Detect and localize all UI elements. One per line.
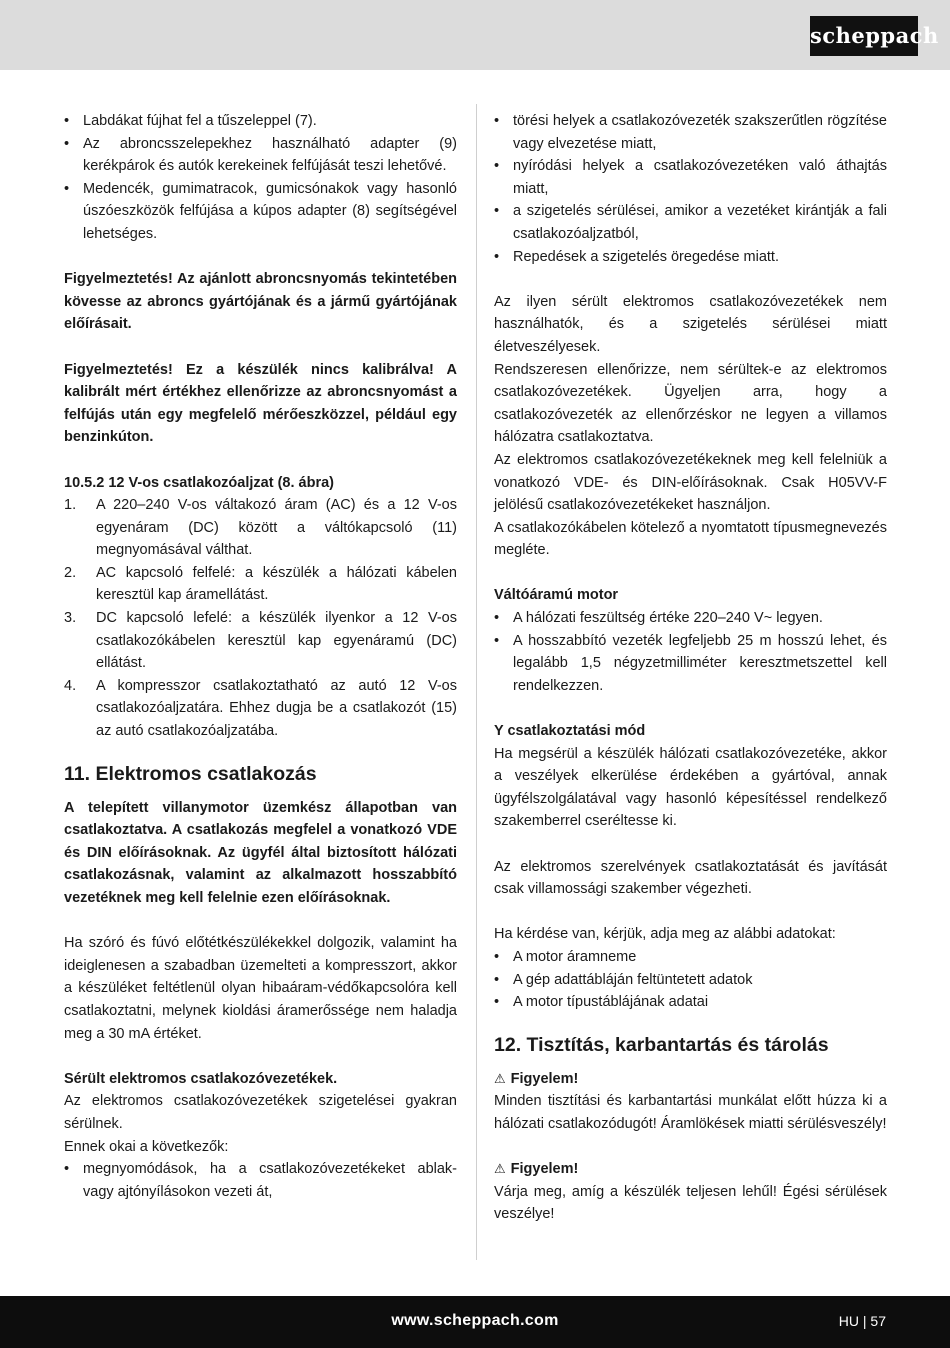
right-column [494, 110, 887, 1226]
type-marking-text: A csatlakozókábelen kötelező a nyomtatott típusmegnevezés megléte. [494, 519, 887, 559]
page-footer [0, 1296, 950, 1348]
left-column [64, 110, 457, 1203]
scheppach-logo: scheppach [810, 16, 918, 56]
damaged-cables-heading: Sérült elektromos csatlakozóvezetékek. [64, 1070, 338, 1087]
attention-2-title: ⚠ Figyelem! [494, 1158, 887, 1181]
list-item: 1. A 220–240 V-os váltakozó áram (AC) és a 12 V-os egyenáram (DC) között a váltókapcsoló (11) megnyomásával válthat. [64, 497, 457, 559]
socket-heading: 10.5.2 12 V-os csatlakozóaljzat (8. ábra) [64, 474, 334, 491]
damage-causes-list-cont [494, 110, 887, 268]
ac-motor-heading: Váltóáramú motor [494, 587, 619, 604]
cable-standard-text: Az elektromos csatlakozóvezetékeknek meg kell felelniük a vonatkozó VDE- és DIN-előírásoknak. Csak H05VV-F jelölésű csatlakozóvezetékeket használjon. [494, 451, 887, 514]
attention-2-text: Várja meg, amíg a készülék teljesen lehűl! Égési sérülések veszélye! [494, 1183, 887, 1223]
list-item: • A hálózati feszültség értéke 220–240 V~ legyen. [494, 607, 887, 630]
list-item: 4. A kompresszor csatlakoztatható az autó 12 V-os csatlakozóaljzatára. Ehhez dugja be a csatlakozót (15) az autó csatlakozóaljzatába. [64, 677, 457, 740]
section-11-text: Ha szóró és fúvó előtétkészülékekkel dolgozik, valamint ha ideiglenesen a szabadban üzemelteti a kompresszort, akkor a készüléket feltétlenül olyan hibaáram-védőkapcsolóra kell csatlakoztatni, melynek kioldási áramerőssége nem haladja meg a 30 mA értéket. [64, 935, 457, 1042]
list-item: 2. AC kapcsoló felfelé: a készülék a hálózati kábelen keresztül kap áramellátást. [64, 564, 457, 604]
y-connection-text: Ha megsérül a készülék hálózati csatlakozóvezetéke, akkor a veszélyek elkerülése érdekében a gyártóval, annak ügyfélszolgálatával vagy hasonló képesítéssel rendelkező szakemberrel cseréltesse ki. [494, 745, 887, 830]
page-header [0, 0, 950, 70]
list-item: • A hosszabbító vezeték legfeljebb 25 m hosszú lehet, és legalább 1,5 négyzetmilliméter keresztmetszettel kell rendelkezzen. [494, 630, 887, 698]
website-link[interactable]: www.scheppach.com [391, 1312, 559, 1329]
list-item: • Repedések a szigetelés öregedése miatt. [494, 246, 887, 269]
warning-icon: ⚠ [494, 1070, 506, 1086]
column-divider [476, 104, 477, 1260]
damaged-cables-danger: Az ilyen sérült elektromos csatlakozóvezetékek nem használhatók, és a szigetelés sérülései miatt életveszélyesek. [494, 293, 887, 355]
attention-1-title: ⚠ Figyelem! [494, 1068, 887, 1091]
y-connection-heading: Y csatlakoztatási mód [494, 723, 646, 740]
list-item: • nyíródási helyek a csatlakozóvezetéken való áthajtás miatt, [494, 155, 887, 200]
questions-text: Ha kérdése van, kérjük, adja meg az alábbi adatokat: [494, 926, 836, 943]
list-item: • A gép adattábláján feltüntetett adatok [494, 969, 887, 992]
pressure-warning: Figyelmeztetés! Az ajánlott abroncsnyomás tekintetében kövesse az abroncs gyártójának és a jármű gyártójának előírásait. [64, 271, 457, 333]
questions-list [494, 946, 887, 1014]
list-item: • a szigetelés sérülései, amikor a vezetéket kirántják a fali csatlakozóaljzatból, [494, 200, 887, 245]
damage-causes-list [64, 1158, 457, 1203]
damaged-cables-causes: Ennek okai a következők: [64, 1138, 229, 1155]
list-item: • A motor áramneme [494, 946, 887, 969]
warning-icon: ⚠ [494, 1161, 506, 1177]
list-item: • Az abroncsszelepekhez használható adapter (9) kerékpárok és autók kerekeinek felfújását teszi lehetővé. [64, 133, 457, 178]
attention-1-text: Minden tisztítási és karbantartási munkálat előtt húzza ki a hálózati csatlakozódugót! Áramlökések miatti sérülésveszély! [494, 1093, 887, 1132]
section-11-title: 11. Elektromos csatlakozás [64, 762, 317, 785]
electrician-text: Az elektromos szerelvények csatlakoztatását és javítását csak villamossági szakember végezheti. [494, 858, 887, 898]
list-item: 3. DC kapcsoló lefelé: a készülék ilyenkor a 12 V-os csatlakozókábelen keresztül kap egyenáramú (DC) ellátást. [64, 610, 457, 672]
inflation-options-list [64, 110, 457, 246]
list-item: • megnyomódások, ha a csatlakozóvezetékeket ablak- vagy ajtónyílásokon vezeti át, [64, 1158, 457, 1203]
list-item: • A motor típustáblájának adatai [494, 991, 887, 1014]
socket-steps-list [64, 494, 457, 743]
ac-motor-list [494, 607, 887, 697]
list-item: • törési helyek a csatlakozóvezeték szakszerűtlen rögzítése vagy elvezetése miatt, [494, 110, 887, 155]
damaged-cables-text: Az elektromos csatlakozóvezetékek szigetelései gyakran sérülnek. [64, 1093, 457, 1132]
list-item: • Labdákat fújhat fel a tűszeleppel (7). [64, 110, 457, 133]
section-11-intro: A telepített villanymotor üzemkész állapotban van csatlakoztatva. A csatlakozás megfelel a vonatkozó VDE és DIN előírásoknak. Az ügyfél által biztosított hálózati csatlakozásnak, valamint az alkalmazott hosszabbító vezetéknek meg kell felelnie ezen előírásoknak. [64, 799, 457, 906]
list-item: • Medencék, gumimatracok, gumicsónakok vagy hasonló úszóeszközök felfújása a kúpos adapter (8) segítségével lehetséges. [64, 178, 457, 246]
section-12-title: 12. Tisztítás, karbantartás és tárolás [494, 1033, 829, 1056]
calibration-warning: Figyelmeztetés! Ez a készülék nincs kalibrálva! A kalibrált mért értékhez ellenőrizze az abroncsnyomást a felfújás után egy megfelelő mérőeszközzel, például egy benzinkúton. [64, 361, 457, 446]
inspection-text: Rendszeresen ellenőrizze, nem sérültek-e az elektromos csatlakozóvezetékek. Ügyeljen arra, hogy a csatlakozóvezeték az ellenőrzéskor ne legyen a villamos hálózatra csatlakoztatva. [494, 361, 887, 446]
page-number: HU | 57 [838, 1313, 886, 1329]
